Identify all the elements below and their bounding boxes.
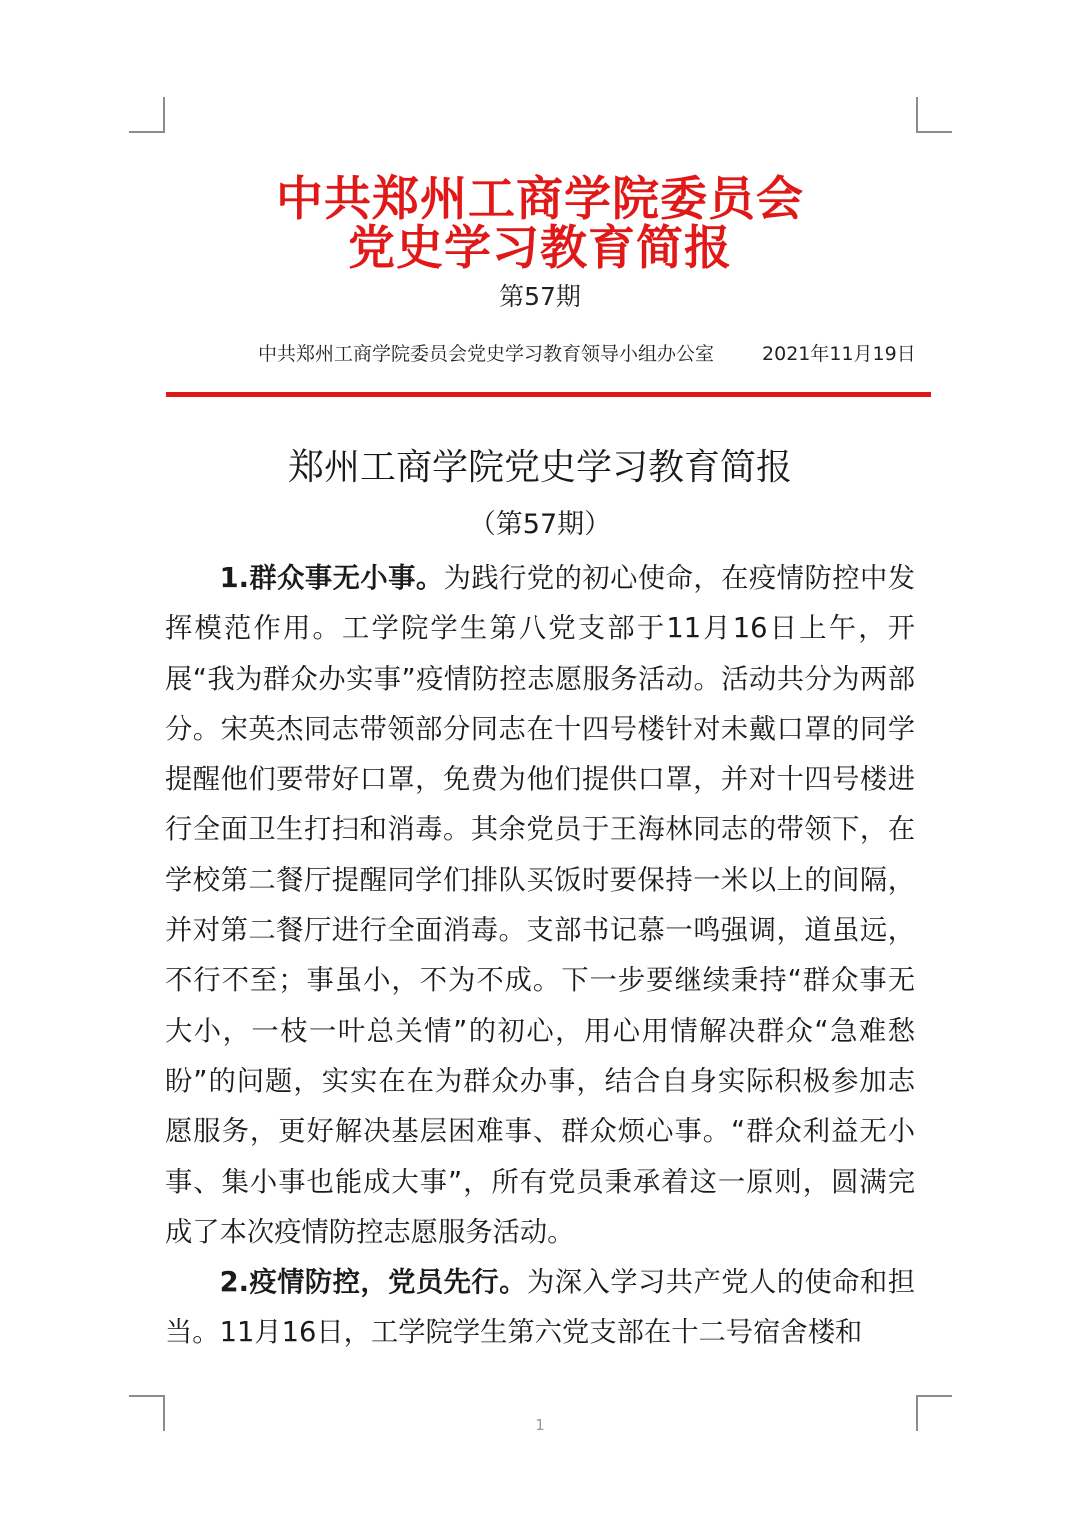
paragraph-2-text: 为深入学习共产党人的使命和担当。11月16日，工学院学生第六党支部在十二号宿舍楼和 xyxy=(165,1267,916,1349)
paragraph-1 xyxy=(165,554,915,1258)
document-issue-number: （第57期） xyxy=(468,509,612,540)
red-divider-rule xyxy=(166,392,931,397)
paragraph-1-text: 为践行党的初心使命，在疫情防控中发挥模范作用。工学院学生第八党支部于11月16日上午，开展“我为群众办实事”疫情防控志愿服务活动。活动共分为两部分。宋英杰同志带领部分同志在十四号楼针对未戴口罩的同学提醒他们要带好口罩，免费为他们提供口罩，并对十四号楼进行全面卫生打扫和消毒。其余党员于王海林同志的带领下，在学校第二餐厅提醒同学们排队买饭时要保持一米以上的间隔，并对第二餐厅进行全面消毒。支部书记慕一鸣强调，道虽远，不行不至；事虽小，不为不成。下一步要继续秉持“群众事无大小，一枝一叶总关情”的初心，用心用情解决群众“急难愁盼”的问题，实实在在为群众办事，结合自身实际积极参加志愿服务，更好解决基层困难事、群众烦心事。“群众利益无小事、集小事也能成大事”，所有党员秉承着这一原则，圆满完成了本次疫情防控志愿服务活动。 xyxy=(165,563,915,1248)
page-number: 1 xyxy=(535,1416,545,1434)
issuer-line xyxy=(258,340,916,368)
masthead-title-line1: 中共郑州工商学院委员会 xyxy=(276,172,804,227)
crop-mark-top-left xyxy=(129,97,165,133)
masthead-issue-number: 第57期 xyxy=(499,282,581,311)
masthead-title-line2: 党史学习教育简报 xyxy=(348,221,732,276)
crop-mark-top-right xyxy=(916,97,952,133)
issue-date: 2021年11月19日 xyxy=(762,343,916,365)
paragraph-2 xyxy=(165,1258,915,1359)
document-title: 郑州工商学院党史学习教育简报 xyxy=(287,447,792,488)
document-body xyxy=(165,554,915,1359)
issuer-name: 中共郑州工商学院委员会党史学习教育领导小组办公室 xyxy=(258,343,715,365)
paragraph-1-lead: 1.群众事无小事。 xyxy=(219,563,444,594)
paragraph-2-lead: 2.疫情防控，党员先行。 xyxy=(219,1267,527,1299)
